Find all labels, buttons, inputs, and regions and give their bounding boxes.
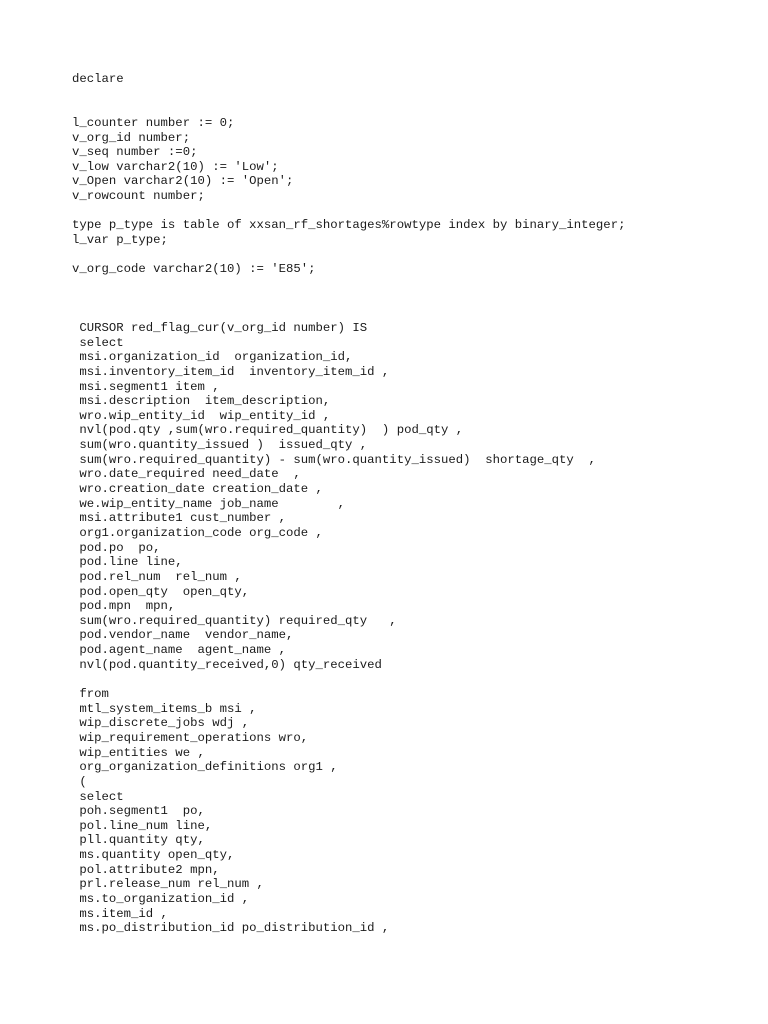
cursor-sql-line: ms.item_id ,: [72, 906, 168, 921]
cursor-sql-line: wro.date_required need_date ,: [72, 467, 301, 482]
declaration-line: [72, 204, 625, 219]
declaration-line: v_org_id number;: [72, 130, 191, 145]
cursor-sql-line: from: [72, 687, 109, 702]
cursor-sql-line: nvl(pod.quantity_received,0) qty_received: [72, 657, 382, 672]
declaration-line: v_org_code varchar2(10) := 'E85';: [72, 262, 316, 277]
cursor-sql-line: ms.po_distribution_id po_distribution_id ,: [72, 921, 390, 936]
cursor-sql-line: pll.quantity qty,: [72, 833, 205, 848]
cursor-sql-line: poh.segment1 po,: [72, 804, 205, 819]
declaration-line: v_low varchar2(10) := 'Low';: [72, 159, 279, 174]
cursor-sql-line: msi.attribute1 cust_number ,: [72, 511, 287, 526]
cursor-sql-line: msi.description item_description,: [72, 394, 331, 409]
cursor-sql-line: msi.organization_id organization_id,: [72, 350, 353, 365]
cursor-sql-line: msi.inventory_item_id inventory_item_id ,: [72, 364, 390, 379]
declaration-line: [72, 101, 625, 116]
cursor-sql-line: select: [72, 335, 124, 350]
cursor-sql-line: org_organization_definitions org1 ,: [72, 760, 338, 775]
cursor-sql-line: pod.mpn mpn,: [72, 599, 176, 614]
cursor-sql-line: wip_requirement_operations wro,: [72, 730, 309, 745]
cursor-sql-line: wro.creation_date creation_date ,: [72, 482, 323, 497]
declaration-line: v_Open varchar2(10) := 'Open';: [72, 174, 294, 189]
cursor-sql-line: ms.quantity open_qty,: [72, 848, 235, 863]
cursor-sql-line: pod.open_qty open_qty,: [72, 584, 250, 599]
cursor-sql-line: pol.line_num line,: [72, 818, 213, 833]
cursor-sql-line: pod.agent_name agent_name ,: [72, 643, 287, 658]
cursor-sql-line: sum(wro.required_quantity) required_qty ,: [72, 613, 397, 628]
cursor-sql-line: (: [72, 774, 87, 789]
cursor-sql-line: pod.line line,: [72, 555, 183, 570]
declarations-block: [72, 72, 625, 277]
cursor-sql-line: wip_discrete_jobs wdj ,: [72, 716, 250, 731]
cursor-sql-line: select: [72, 789, 124, 804]
cursor-sql-line: nvl(pod.qty ,sum(wro.required_quantity) ) pod_qty ,: [72, 423, 464, 438]
cursor-sql-line: pol.attribute2 mpn,: [72, 862, 220, 877]
declaration-line: type p_type is table of xxsan_rf_shortages%rowtype index by binary_integer;: [72, 218, 626, 233]
declaration-line: v_seq number :=0;: [72, 145, 198, 160]
declaration-line: [72, 248, 625, 263]
cursor-sql-line: pod.vendor_name vendor_name,: [72, 628, 294, 643]
cursor-sql-line: wip_entities we ,: [72, 745, 205, 760]
declaration-line: l_var p_type;: [72, 233, 168, 248]
cursor-sql-line: msi.segment1 item ,: [72, 379, 220, 394]
cursor-sql-line: [72, 672, 596, 687]
declaration-line: l_counter number := 0;: [72, 115, 235, 130]
declaration-line: v_rowcount number;: [72, 189, 205, 204]
cursor-sql-line: CURSOR red_flag_cur(v_org_id number) IS: [72, 321, 368, 335]
declaration-line: declare: [72, 72, 124, 86]
cursor-sql-line: sum(wro.required_quantity) - sum(wro.quantity_issued) shortage_qty ,: [72, 452, 596, 467]
cursor-sql-line: sum(wro.quantity_issued ) issued_qty ,: [72, 438, 368, 453]
cursor-sql-line: mtl_system_items_b msi ,: [72, 701, 257, 716]
cursor-sql-line: prl.release_num rel_num ,: [72, 877, 264, 892]
cursor-sql-line: ms.to_organization_id ,: [72, 891, 250, 906]
cursor-query-block: [72, 321, 596, 936]
cursor-sql-line: we.wip_entity_name job_name ,: [72, 496, 346, 511]
declaration-line: [72, 87, 625, 102]
cursor-sql-line: pod.rel_num rel_num ,: [72, 569, 242, 584]
cursor-sql-line: pod.po po,: [72, 540, 161, 555]
cursor-sql-line: wro.wip_entity_id wip_entity_id ,: [72, 408, 331, 423]
cursor-sql-line: org1.organization_code org_code ,: [72, 525, 323, 540]
